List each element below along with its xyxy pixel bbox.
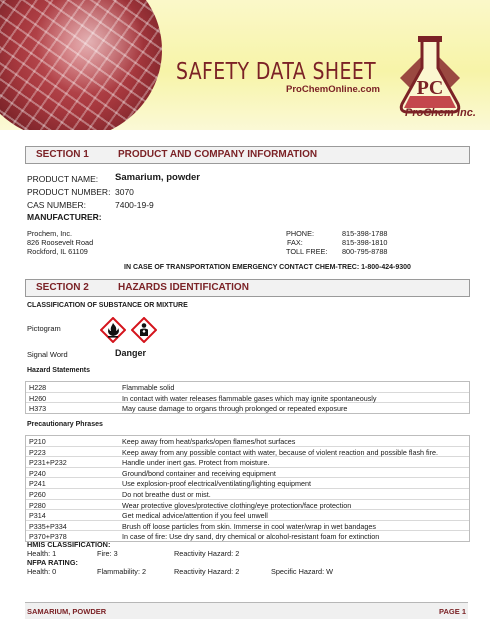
nfpa-heading: NFPA RATING: — [27, 558, 78, 567]
table-row — [26, 436, 469, 447]
brand-name: ProChem inc. — [405, 107, 476, 119]
precaution-text: Ground/bond container and receiving equipment — [122, 468, 276, 478]
precaution-code: P240 — [29, 468, 46, 478]
precaution-text: Get medical advice/attention if you feel unwell — [122, 511, 268, 521]
table-row — [26, 521, 469, 532]
section-title: PRODUCT AND COMPANY INFORMATION — [118, 149, 318, 160]
hmis-fire: Fire: 3 — [97, 549, 118, 558]
nfpa-specific-hazard: Specific Hazard: W — [271, 567, 334, 576]
product-name-label: PRODUCT NAME: — [27, 174, 99, 184]
signal-word-label: Signal Word — [27, 350, 68, 359]
hazard-code: H373 — [29, 404, 47, 414]
table-row — [26, 478, 469, 489]
page-number: PAGE 1 — [439, 607, 466, 616]
precaution-text: Do not breathe dust or mist. — [122, 489, 211, 499]
precaution-text: Keep away from heat/sparks/open flames/hot surfaces — [122, 437, 296, 446]
nfpa-reactivity: Reactivity Hazard: 2 — [174, 567, 240, 576]
document-title: SAFETY DATA SHEET — [176, 59, 377, 85]
cas-number-label: CAS NUMBER: — [27, 200, 87, 210]
table-row — [26, 447, 469, 458]
tollfree-label: TOLL FREE: — [286, 247, 328, 256]
section-2-header — [25, 279, 470, 297]
hazard-text: Flammable solid — [122, 383, 175, 392]
precaution-code: P260 — [29, 489, 46, 499]
nfpa-flammability: Flammability: 2 — [97, 567, 147, 576]
cas-number-value: 7400-19-9 — [115, 200, 154, 210]
precaution-text: Wear protective gloves/protective clothing/eye protection/face protection — [122, 500, 352, 510]
page-footer — [25, 602, 468, 619]
hmis-reactivity: Reactivity Hazard: 2 — [174, 549, 240, 558]
manufacturer-label: MANUFACTURER: — [27, 212, 102, 222]
fax-value: 815-398-1810 — [342, 238, 388, 247]
logo-letters: PC — [416, 77, 444, 99]
table-row — [26, 393, 469, 404]
signal-word-value: Danger — [115, 348, 147, 358]
precaution-code: P280 — [29, 500, 46, 510]
section-1-header — [25, 146, 470, 164]
precaution-code: P241 — [29, 479, 46, 489]
table-row — [26, 489, 469, 500]
section-number: SECTION 1 — [36, 149, 89, 160]
hazard-text: In contact with water releases flammable gases which may ignite spontaneously — [122, 393, 377, 403]
table-row — [26, 403, 469, 413]
table-row — [26, 468, 469, 479]
precautionary-phrases-heading: Precautionary Phrases — [27, 421, 103, 428]
hazard-statements-table — [25, 381, 470, 414]
phone-label: PHONE: — [286, 229, 314, 238]
hmis-health: Health: 1 — [27, 549, 57, 558]
product-name-value: Samarium, powder — [115, 172, 200, 183]
health-hazard-pictogram-icon — [131, 317, 157, 343]
precaution-code: P370+P378 — [29, 532, 67, 542]
section-number: SECTION 2 — [36, 282, 89, 293]
header-banner — [0, 0, 490, 130]
globe-image — [0, 0, 162, 130]
precaution-code: P210 — [29, 437, 46, 446]
precaution-text: Handle under inert gas. Protect from moisture. — [122, 458, 270, 468]
nfpa-health: Health: 0 — [27, 567, 57, 576]
table-row — [26, 457, 469, 468]
hazard-statements-heading: Hazard Statements — [27, 367, 91, 374]
precaution-text: In case of fire: Use dry sand, dry chemical or alcohol-resistant foam for extinction — [122, 532, 380, 542]
tollfree-value: 800-795-8788 — [342, 247, 388, 256]
precaution-text: Keep away from any possible contact with water, because of violent reaction and possible flash fire. — [122, 447, 439, 457]
table-row — [26, 500, 469, 511]
emergency-contact: IN CASE OF TRANSPORTATION EMERGENCY CONTACT CHEM-TREC: 1-800-424-9300 — [124, 264, 411, 271]
flame-pictogram-icon — [100, 317, 126, 343]
phone-value: 815-398-1788 — [342, 229, 388, 238]
product-number-value: 3070 — [115, 187, 134, 197]
hazard-text: May cause damage to organs through prolonged or repeated exposure — [122, 404, 348, 414]
table-row — [26, 382, 469, 393]
company-city: Rockford, IL 61109 — [27, 247, 88, 256]
company-street: 826 Roosevelt Road — [27, 238, 94, 247]
classification-heading: CLASSIFICATION OF SUBSTANCE OR MIXTURE — [27, 302, 188, 309]
precaution-text: Use explosion-proof electrical/ventilating/lighting equipment — [122, 479, 311, 489]
company-name: Prochem, Inc. — [27, 229, 73, 238]
pictogram-label: Pictogram — [27, 324, 61, 333]
precaution-text: Brush off loose particles from skin. Immerse in cool water/wrap in wet bandages — [122, 521, 376, 531]
precaution-code: P223 — [29, 447, 46, 457]
hmis-heading: HMIS CLASSIFICATION: — [27, 540, 111, 549]
precaution-code: P335+P334 — [29, 521, 67, 531]
precaution-code: P231+P232 — [29, 458, 67, 468]
website-url[interactable]: ProChemOnline.com — [286, 84, 380, 95]
table-row — [26, 510, 469, 521]
hazard-code: H260 — [29, 393, 47, 403]
footer-product: SAMARIUM, POWDER — [27, 607, 107, 616]
precautionary-phrases-table — [25, 435, 470, 542]
product-number-label: PRODUCT NUMBER: — [27, 187, 111, 197]
fax-label: FAX: — [287, 238, 303, 247]
section-title: HAZARDS IDENTIFICATION — [118, 282, 249, 293]
hazard-code: H228 — [29, 383, 47, 392]
precaution-code: P314 — [29, 511, 46, 521]
